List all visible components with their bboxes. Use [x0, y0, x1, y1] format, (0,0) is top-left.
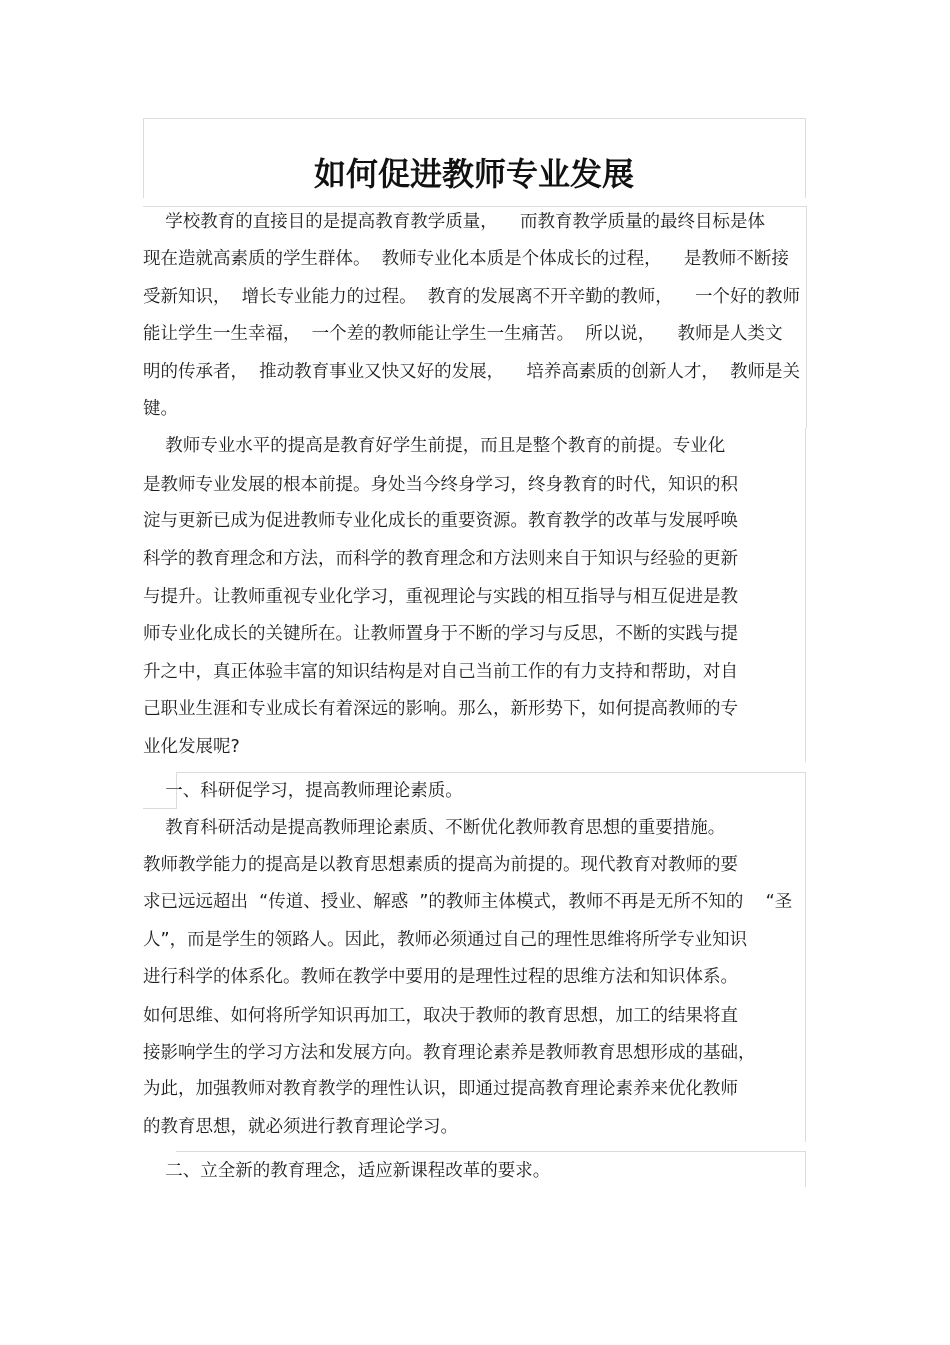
- para4-right-rule: [805, 772, 806, 1142]
- para4-line2: 教师教学能力的提高是以教育思想素质的提高为前提的。现代教育对教师的要: [143, 855, 738, 875]
- frame-top-rule: [143, 118, 805, 119]
- para1-line6: 键。: [143, 399, 178, 419]
- para2-line6: 师专业化成长的关键所在。让教师置身于不断的学习与反思，不断的实践与提: [143, 624, 738, 644]
- heading2-top-rule: [176, 1151, 805, 1152]
- para4-line8: 为此，加强教师对教育教学的理性认识，即通过提高教育理论素养来优化教师: [143, 1079, 738, 1099]
- para2-line3: 淀与更新已成为促进教师专业化成长的重要资源。教育教学的改革与发展呼唤: [143, 511, 738, 531]
- document-title: 如何促进教师专业发展: [313, 155, 634, 193]
- para2-line2: 是教师专业发展的根本前提。身处当今终身学习，终身教育的时代，知识的积: [143, 475, 738, 495]
- para4-line1: 教育科研活动是提高教师理论素质、不断优化教师教育思想的重要措施。: [143, 818, 726, 838]
- para2-line4: 科学的教育理念和方法，而科学的教育理念和方法则来自于知识与经验的更新: [143, 549, 738, 569]
- para4-line4: 人”，而是学生的领路人。因此，教师必须通过自己的理性思维将所学专业知识: [143, 930, 748, 950]
- para4-line3: 求已远远超出 “传道、授业、解惑 ”的教师主体模式，教师不再是无所不知的 “圣: [143, 892, 793, 912]
- para1-line3: 受新知识， 增长专业能力的过程。 教育的发展离不开辛勤的教师， 一个好的教师: [143, 287, 800, 307]
- para1-line2: 现在造就高素质的学生群体。 教师专业化本质是个体成长的过程， 是教师不断接: [143, 249, 789, 269]
- para4-line9: 的教育思想，就必须进行教育理论学习。: [143, 1117, 458, 1137]
- frame-right-rule-1: [805, 118, 806, 198]
- para2-line8: 己职业生涯和专业成长有着深远的影响。那么，新形势下，如何提高教师的专: [143, 699, 738, 719]
- para1-line1: 学校教育的直接目的是提高教育教学质量， 而教育教学质量的最终目标是体: [143, 212, 765, 232]
- para1-line5: 明的传承者， 推动教育事业又快又好的发展， 培养高素质的创新人才， 教师是关: [143, 362, 800, 382]
- para2-line7: 升之中，真正体验丰富的知识结构是对自己当前工作的有力支持和帮助，对自: [143, 662, 738, 682]
- para4-line7: 接影响学生的学习方法和发展方向。教育理论素养是教师教育思想形成的基础，: [143, 1043, 756, 1063]
- para4-line5: 进行科学的体系化。教师在教学中要用的是理性过程的思维方法和知识体系。: [143, 967, 738, 987]
- para1-right-rule: [806, 206, 807, 428]
- para2-right-rule: [805, 428, 806, 762]
- para2-line1: 教师专业水平的提高是教育好学生前提，而且是整个教育的前提。专业化: [143, 436, 726, 456]
- heading2-right-rule: [805, 1151, 806, 1187]
- section-heading-2: 二、立全新的教育理念，适应新课程改革的要求。: [143, 1161, 551, 1181]
- para1-line4: 能让学生一生幸福， 一个差的教师能让学生一生痛苦。 所以说， 教师是人类文: [143, 324, 783, 344]
- para2-line9: 业化发展呢?: [143, 737, 240, 757]
- heading1-top-rule: [176, 772, 805, 773]
- para4-line6: 如何思维、如何将所学知识再加工，取决于教师的教育思想，加工的结果将直: [143, 1006, 738, 1026]
- section-heading-1: 一、科研促学习，提高教师理论素质。: [143, 781, 463, 801]
- para2-line5: 与提升。让教师重视专业化学习，重视理论与实践的相互指导与相互促进是教: [143, 587, 738, 607]
- para1-top-rule: [143, 206, 806, 207]
- heading1-bottom-rule: [143, 808, 177, 809]
